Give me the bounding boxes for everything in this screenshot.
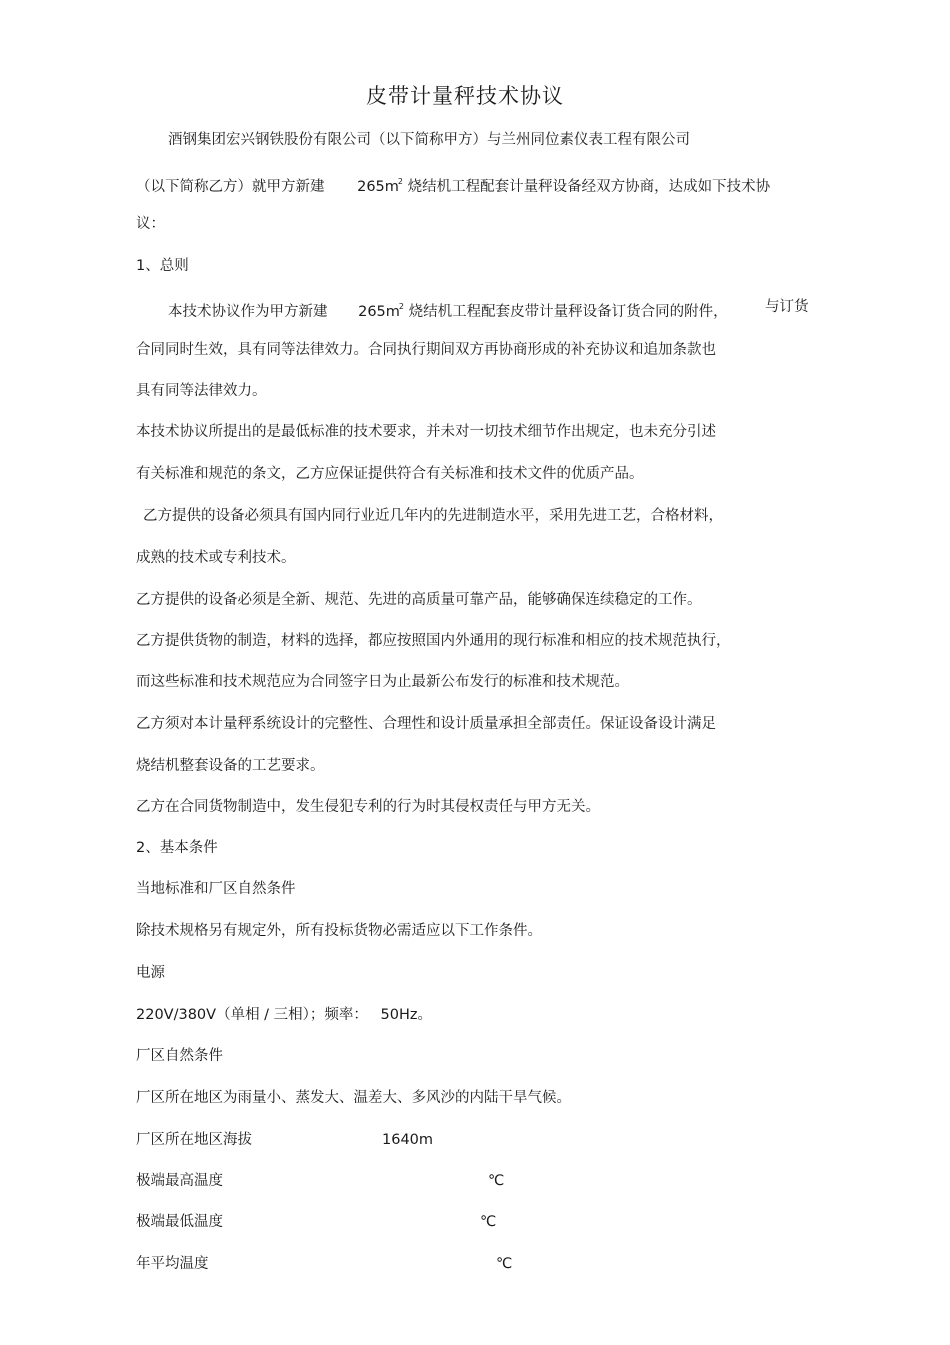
section-1-p3-line-1: 乙方提供的设备必须具有国内同行业近几年内的先进制造水平，采用先进工艺，合格材料，: [143, 508, 723, 524]
avg-temp-unit: ℃: [496, 1256, 513, 1272]
p1-area-value: $265m^2$: [358, 302, 405, 320]
section-1-p1-line-1-tail: 与订货: [765, 299, 809, 315]
section-1-p1-line-2: 合同同时生效，具有同等法律效力。合同执行期间双方再协商形成的补充协议和追加条款也: [136, 342, 716, 358]
altitude-label: 厂区所在地区海拔: [136, 1132, 252, 1148]
intro-line-1: 酒钢集团宏兴钢铁股份有限公司（以下简称甲方）与兰州同位素仪表工程有限公司: [168, 132, 690, 148]
section-1-p2-line-2: 有关标准和规范的条文，乙方应保证提供符合有关标准和技术文件的优质产品。: [136, 466, 644, 482]
intro-line-2-text-a: （以下简称乙方）就甲方新建: [136, 179, 325, 195]
section-1-p6-line-2: 烧结机整套设备的工艺要求。: [136, 758, 325, 774]
section-1-p6-line-1: 乙方须对本计量秤系统设计的完整性、合理性和设计质量承担全部责任。保证设备设计满足: [136, 716, 716, 732]
section-1-p5-line-1: 乙方提供货物的制造，材料的选择，都应按照国内外通用的现行标准和相应的技术规范执行，: [136, 633, 731, 649]
max-temp-label: 极端最高温度: [136, 1173, 223, 1189]
section-1-p1-line-1: 本技术协议作为甲方新建 $265m^2$ 烧结机工程配套皮带计量秤设备订货合同的附件，: [168, 302, 728, 320]
section-1-p5-line-2: 而这些标准和技术规范应为合同签字日为止最新公布发行的标准和技术规范。: [136, 674, 629, 690]
section-2-sub-1: 当地标准和厂区自然条件: [136, 881, 296, 897]
power-heading: 电源: [136, 965, 165, 981]
intro-line-2: [136, 172, 770, 197]
altitude-value: 1640m: [382, 1132, 434, 1148]
section-1-p7-line-1: 乙方在合同货物制造中，发生侵犯专利的行为时其侵权责任与甲方无关。: [136, 799, 600, 815]
document-title: 皮带计量秤技术协议: [366, 84, 564, 108]
section-2-heading: 2、基本条件: [136, 840, 218, 856]
min-temp-unit: ℃: [480, 1214, 497, 1230]
max-temp-unit: ℃: [488, 1173, 505, 1189]
section-1-p2-line-1: 本技术协议所提出的是最低标准的技术要求，并未对一切技术细节作出规定，也未充分引述: [136, 424, 716, 440]
min-temp-label: 极端最低温度: [136, 1214, 223, 1230]
intro-area-value: $265m^2$: [357, 177, 404, 195]
nature-heading: 厂区自然条件: [136, 1048, 223, 1064]
intro-line-3: 议：: [136, 216, 165, 232]
avg-temp-label: 年平均温度: [136, 1256, 209, 1272]
section-2-sub-1-text: 除技术规格另有规定外，所有投标货物必需适应以下工作条件。: [136, 923, 542, 939]
section-1-heading: 1、总则: [136, 258, 189, 274]
section-1-p1-line-3: 具有同等法律效力。: [136, 383, 267, 399]
section-1-p3-line-2: 成熟的技术或专利技术。: [136, 550, 296, 566]
power-spec: 220V/380V（单相 / 三相）；频率： 50Hz。: [136, 1007, 433, 1023]
nature-text: 厂区所在地区为雨量小、蒸发大、温差大、多风沙的内陆干旱气候。: [136, 1090, 571, 1106]
section-1-p4-line-1: 乙方提供的设备必须是全新、规范、先进的高质量可靠产品，能够确保连续稳定的工作。: [136, 592, 702, 608]
intro-line-2-text-b: 烧结机工程配套计量秤设备经双方协商，达成如下技术协: [407, 179, 771, 195]
